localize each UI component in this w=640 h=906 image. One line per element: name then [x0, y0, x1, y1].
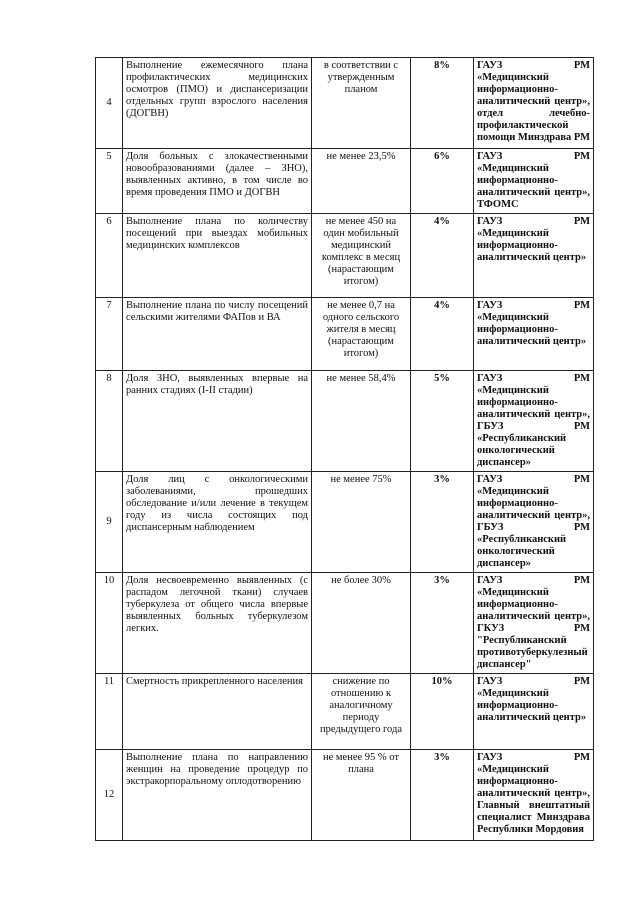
row-number: 12 — [96, 750, 123, 841]
table-row — [96, 573, 594, 674]
row-number: 8 — [96, 371, 123, 472]
weight-cell: 4% — [411, 298, 474, 371]
responsible-cell: ГАУЗ РМ «Медицинский информационно-аналитический центр», ГБУЗ РМ «Республиканский онкологический диспансер» — [474, 472, 594, 573]
row-number: 7 — [96, 298, 123, 371]
indicator-cell: Доля несвоевременно выявленных (с распадом легочной ткани) случаев туберкулеза от общего числа впервые выявленных больных туберкулезом легких. — [123, 573, 312, 674]
criterion-cell: не менее 75% — [312, 472, 411, 573]
table-row — [96, 472, 594, 573]
criterion-cell: не менее 23,5% — [312, 149, 411, 214]
table-row — [96, 149, 594, 214]
responsible-cell: ГАУЗ РМ «Медицинский информационно-аналитический центр» — [474, 298, 594, 371]
responsible-cell: ГАУЗ РМ «Медицинский информационно-аналитический центр», отдел лечебно-профилактической помощи Минздрава РМ — [474, 58, 594, 149]
table-row — [96, 298, 594, 371]
table-row — [96, 371, 594, 472]
row-number: 6 — [96, 214, 123, 298]
criterion-cell: снижение по отношению к аналогичному периоду предыдущего года — [312, 674, 411, 750]
weight-cell: 3% — [411, 750, 474, 841]
weight-cell: 5% — [411, 371, 474, 472]
responsible-cell: ГАУЗ РМ «Медицинский информационно-аналитический центр» — [474, 674, 594, 750]
row-number: 5 — [96, 149, 123, 214]
indicator-cell: Выполнение плана по направлению женщин на проведение процедур по экстракорпоральному оплодотворению — [123, 750, 312, 841]
weight-cell: 3% — [411, 573, 474, 674]
responsible-cell: ГАУЗ РМ «Медицинский информационно-аналитический центр» — [474, 214, 594, 298]
weight-cell: 6% — [411, 149, 474, 214]
criteria-table — [95, 57, 594, 841]
criterion-cell: в соответствии с утвержденным планом — [312, 58, 411, 149]
row-number: 9 — [96, 472, 123, 573]
criterion-cell: не менее 0,7 на одного сельского жителя в месяц (нарастающим итогом) — [312, 298, 411, 371]
table-row — [96, 750, 594, 841]
criterion-cell: не менее 95 % от плана — [312, 750, 411, 841]
row-number: 4 — [96, 58, 123, 149]
weight-cell: 4% — [411, 214, 474, 298]
indicator-cell: Доля ЗНО, выявленных впервые на ранних стадиях (I-II стадии) — [123, 371, 312, 472]
criterion-cell: не менее 450 на один мобильный медицинский комплекс в месяц (нарастающим итогом) — [312, 214, 411, 298]
criterion-cell: не более 30% — [312, 573, 411, 674]
weight-cell: 3% — [411, 472, 474, 573]
responsible-cell: ГАУЗ РМ «Медицинский информационно-аналитический центр», ГКУЗ РМ "Республиканский противотуберкулезный диспансер" — [474, 573, 594, 674]
criterion-cell: не менее 58,4% — [312, 371, 411, 472]
indicator-cell: Доля лиц с онкологическими заболеваниями, прошедших обследование и/или лечение в текущем году из числа состоящих под диспансерным наблюдением — [123, 472, 312, 573]
indicator-cell: Доля больных с злокачественными новообразованиями (далее – ЗНО), выявленных активно, в том числе во время проведения ПМО и ДОГВН — [123, 149, 312, 214]
responsible-cell: ГАУЗ РМ «Медицинский информационно-аналитический центр», ТФОМС — [474, 149, 594, 214]
indicator-cell: Выполнение плана по числу посещений сельскими жителями ФАПов и ВА — [123, 298, 312, 371]
weight-cell: 8% — [411, 58, 474, 149]
table-row — [96, 674, 594, 750]
responsible-cell: ГАУЗ РМ «Медицинский информационно-аналитический центр», Главный внештатный специалист Минздрава Республики Мордовия — [474, 750, 594, 841]
indicator-cell: Смертность прикрепленного населения — [123, 674, 312, 750]
table-row — [96, 58, 594, 149]
responsible-cell: ГАУЗ РМ «Медицинский информационно-аналитический центр», ГБУЗ РМ «Республиканский онкологический диспансер» — [474, 371, 594, 472]
weight-cell: 10% — [411, 674, 474, 750]
indicator-cell: Выполнение ежемесячного плана профилактических медицинских осмотров (ПМО) и диспансеризации отдельных групп взрослого населения (ДОГВН) — [123, 58, 312, 149]
indicator-cell: Выполнение плана по количеству посещений при выездах мобильных медицинских комплексов — [123, 214, 312, 298]
table-row — [96, 214, 594, 298]
row-number: 11 — [96, 674, 123, 750]
row-number: 10 — [96, 573, 123, 674]
